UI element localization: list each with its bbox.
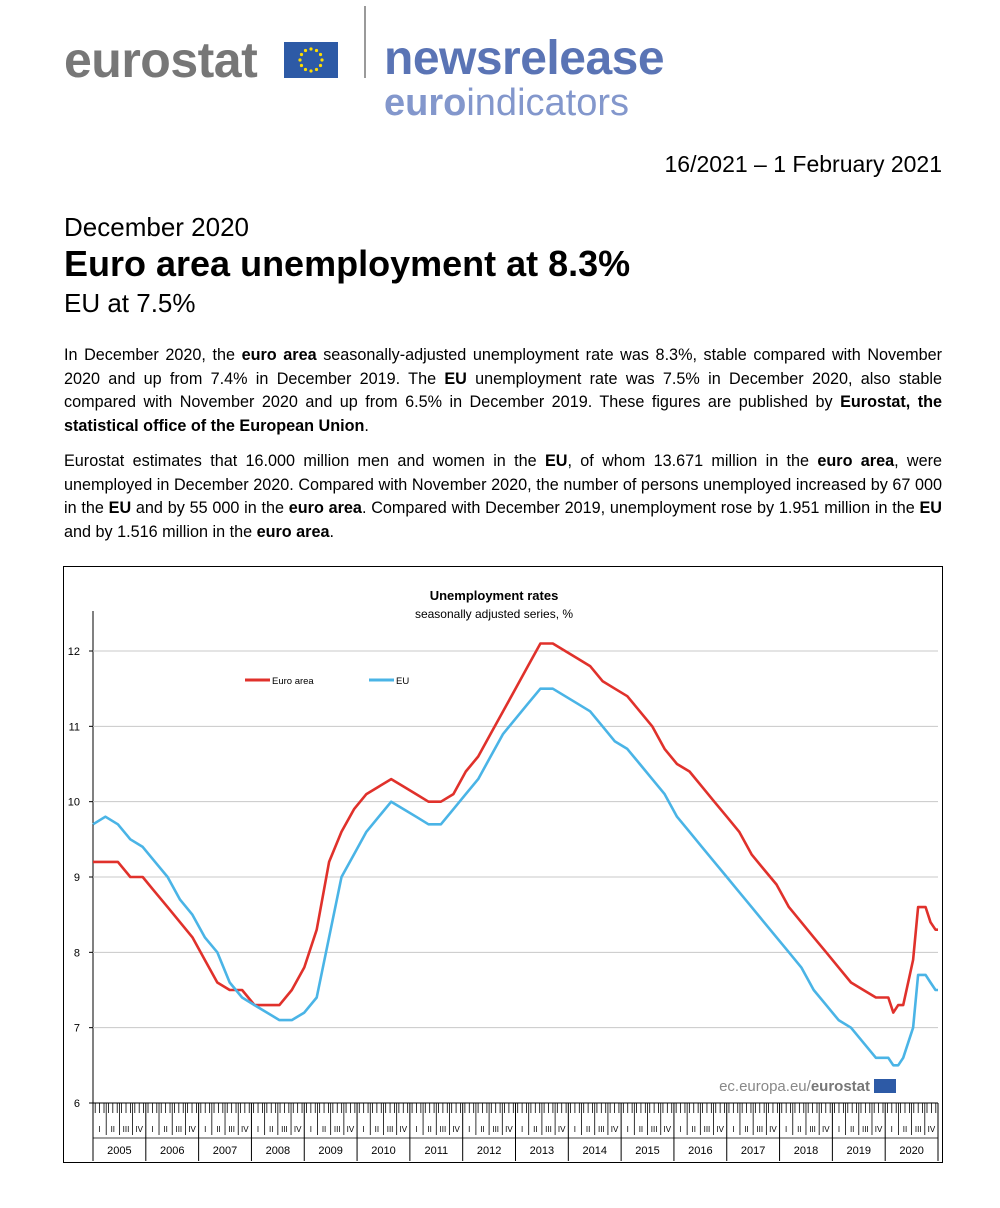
body-text: . (329, 522, 334, 541)
quarter-label: I (837, 1125, 841, 1134)
quarter-label: IV (716, 1125, 724, 1134)
flag-star (309, 69, 312, 72)
chart-subtitle: seasonally adjusted series, % (414, 607, 574, 621)
quarter-label: IV (188, 1125, 196, 1134)
quarter-label: IV (399, 1125, 408, 1134)
flag-star (315, 49, 318, 52)
year-label: 2020 (899, 1145, 924, 1157)
y-tick-label: 8 (73, 947, 80, 960)
quarter-label: III (175, 1125, 183, 1134)
year-label: 2019 (846, 1145, 872, 1157)
body-text: and by 55 000 in the (131, 499, 289, 518)
quarter-label: II (321, 1125, 327, 1134)
quarter-label: I (309, 1125, 312, 1134)
quarter-label: IV (769, 1125, 777, 1134)
quarter-label: IV (557, 1125, 566, 1134)
quarter-label: II (269, 1125, 274, 1134)
quarter-label: II (585, 1125, 591, 1134)
euroindicators-title (384, 80, 629, 126)
y-tick-label: 9 (73, 872, 80, 884)
newsrelease-title: newsrelease (384, 32, 665, 85)
year-label: 2018 (793, 1145, 819, 1157)
year-label: 2009 (318, 1145, 343, 1157)
quarter-label: I (204, 1125, 207, 1134)
body-text: unemployment rate was 7.5% in December 2020, also stable compared with November 2020 and up from 6.5% in December 2019. These figures are published by (64, 369, 942, 412)
quarter-label: I (415, 1125, 418, 1134)
quarter-label: III (281, 1125, 288, 1134)
quarter-label: III (650, 1125, 658, 1134)
chart-grid (89, 611, 938, 1103)
year-label: 2005 (107, 1145, 132, 1157)
body-text: , of whom 13.671 million in the (567, 452, 818, 470)
quarter-label: II (533, 1125, 538, 1134)
source-credit-url: ec.europa.eu/ (719, 1078, 811, 1095)
quarter-label: II (163, 1125, 168, 1134)
flag-star (320, 58, 323, 61)
body-text: seasonally-adjusted unemployment rate was 8.3%, stable compared with November 2020 and up from 7.4% in December 2019. The (64, 346, 943, 388)
quarter-label: III (862, 1125, 869, 1134)
year-label: 2012 (476, 1145, 502, 1157)
quarter-label: III (122, 1125, 130, 1134)
release-reference: 16/2021 – 1 February 2021 (664, 151, 942, 177)
flag-star (300, 64, 303, 67)
quarter-label: I (362, 1125, 365, 1134)
eurostat-logo-text: eurostat (64, 32, 258, 88)
quarter-label: III (756, 1125, 764, 1134)
x-axis (93, 1103, 938, 1161)
emphasis-text: EU (444, 369, 467, 388)
chart-series (93, 644, 938, 1066)
quarter-label: II (797, 1125, 802, 1134)
quarter-label: III (914, 1125, 922, 1134)
quarter-label: III (333, 1125, 341, 1134)
year-label: 2010 (371, 1145, 396, 1157)
quarter-label: IV (821, 1125, 830, 1134)
year-label: 2006 (159, 1145, 185, 1157)
quarter-label: IV (927, 1125, 936, 1134)
y-tick-label: 7 (73, 1022, 80, 1035)
legend-label: EU (396, 676, 410, 687)
quarter-label: III (545, 1125, 552, 1134)
quarter-label: IV (663, 1125, 672, 1134)
quarter-label: IV (135, 1125, 143, 1134)
svg-text:ec.europa.eu/eurostat (719, 1078, 870, 1095)
emphasis-text: EU (544, 452, 568, 470)
chart-title: Unemployment rates (429, 588, 559, 603)
quarter-label: IV (346, 1125, 355, 1134)
body-text: . Compared with December 2019, unemployment rose by 1.951 million in the (361, 499, 920, 518)
flag-star (319, 64, 322, 67)
quarter-label: IV (293, 1125, 302, 1134)
quarter-label: II (638, 1125, 644, 1134)
quarter-label: IV (874, 1125, 883, 1134)
chart-legend (245, 676, 409, 687)
legend-label: Euro area (272, 676, 314, 687)
year-label: 2015 (635, 1145, 660, 1157)
quarter-label: III (228, 1125, 235, 1134)
quarter-label: III (703, 1125, 711, 1134)
quarter-label: III (597, 1125, 605, 1134)
quarter-label: IV (241, 1125, 249, 1134)
quarter-label: I (785, 1125, 788, 1134)
page-title: Euro area unemployment at 8.3% (64, 243, 631, 284)
flag-star (300, 53, 303, 56)
release-period: December 2020 (64, 212, 249, 242)
unemployment-chart (63, 566, 943, 1163)
quarter-label: I (98, 1125, 101, 1134)
quarter-label: I (732, 1125, 735, 1134)
quarter-label: I (573, 1125, 577, 1134)
year-label: 2016 (688, 1145, 713, 1157)
quarter-label: II (110, 1125, 116, 1134)
body-text: In December 2020, the (64, 346, 242, 364)
quarter-label: I (520, 1125, 524, 1134)
quarter-label: II (480, 1125, 485, 1134)
emphasis-text: EU (108, 499, 132, 518)
quarter-label: IV (610, 1125, 619, 1134)
quarter-label: I (256, 1125, 260, 1134)
quarter-label: II (374, 1125, 380, 1134)
eu-flag-icon (284, 42, 338, 78)
source-credit-brand: eurostat (810, 1078, 870, 1095)
euroindicators-bold: euro (384, 82, 467, 124)
quarter-label: II (744, 1125, 749, 1134)
flag-star (315, 68, 318, 71)
flag-star (298, 58, 301, 61)
year-label: 2017 (740, 1145, 766, 1157)
body-text: Eurostat estimates that 16.000 million men and women in the (64, 452, 545, 470)
page-subtitle: EU at 7.5% (64, 288, 196, 318)
year-label: 2007 (212, 1145, 238, 1157)
quarter-label: II (427, 1125, 432, 1134)
quarter-label: II (216, 1125, 221, 1134)
year-label: 2013 (529, 1145, 555, 1157)
emphasis-text: Eurostat, the statistical office of the European Union (64, 393, 942, 435)
flag-star (304, 49, 307, 52)
y-tick-label: 12 (67, 646, 80, 658)
quarter-label: I (626, 1125, 629, 1134)
chart-svg (64, 567, 942, 1162)
body-text: . (364, 416, 369, 435)
y-tick-label: 11 (68, 721, 80, 734)
quarter-label: III (809, 1125, 816, 1134)
quarter-label: IV (452, 1125, 460, 1134)
quarter-label: II (849, 1125, 855, 1134)
quarter-label: III (439, 1125, 447, 1134)
emphasis-text: euro area (241, 346, 317, 364)
body-text: , were unemployed in December 2020. Compared with November 2020, the number of persons unemployed increased by 67 000 in the (64, 452, 942, 518)
year-label: 2008 (265, 1145, 291, 1157)
emphasis-text: EU (919, 499, 942, 518)
credit-flag-icon (874, 1079, 896, 1093)
flag-star (304, 68, 307, 71)
quarter-label: II (902, 1125, 908, 1134)
quarter-label: III (492, 1125, 500, 1134)
quarter-label: I (468, 1125, 471, 1134)
summary-paragraph-1 (64, 344, 942, 438)
quarter-label: III (386, 1125, 394, 1134)
flag-star (309, 47, 312, 50)
y-tick-label: 10 (67, 796, 80, 809)
euroindicators-light: indicators (466, 82, 629, 124)
year-label: 2014 (582, 1145, 607, 1157)
eu-flag-svg (284, 42, 338, 78)
quarter-label: I (890, 1125, 893, 1134)
emphasis-text: euro area (817, 452, 895, 470)
quarter-label: I (151, 1125, 154, 1134)
year-label: 2011 (424, 1145, 449, 1157)
flag-star (319, 53, 322, 56)
header-divider (364, 6, 366, 78)
body-text: and by 1.516 million in the (64, 522, 257, 541)
y-tick-label: 6 (73, 1098, 80, 1110)
quarter-label: IV (505, 1125, 513, 1134)
y-axis-ticks (68, 646, 80, 1110)
summary-paragraph-2 (64, 450, 942, 544)
emphasis-text: euro area (256, 522, 330, 541)
quarter-label: II (691, 1125, 696, 1134)
quarter-label: I (679, 1125, 682, 1134)
emphasis-text: euro area (288, 499, 362, 518)
source-credit (719, 1078, 896, 1095)
